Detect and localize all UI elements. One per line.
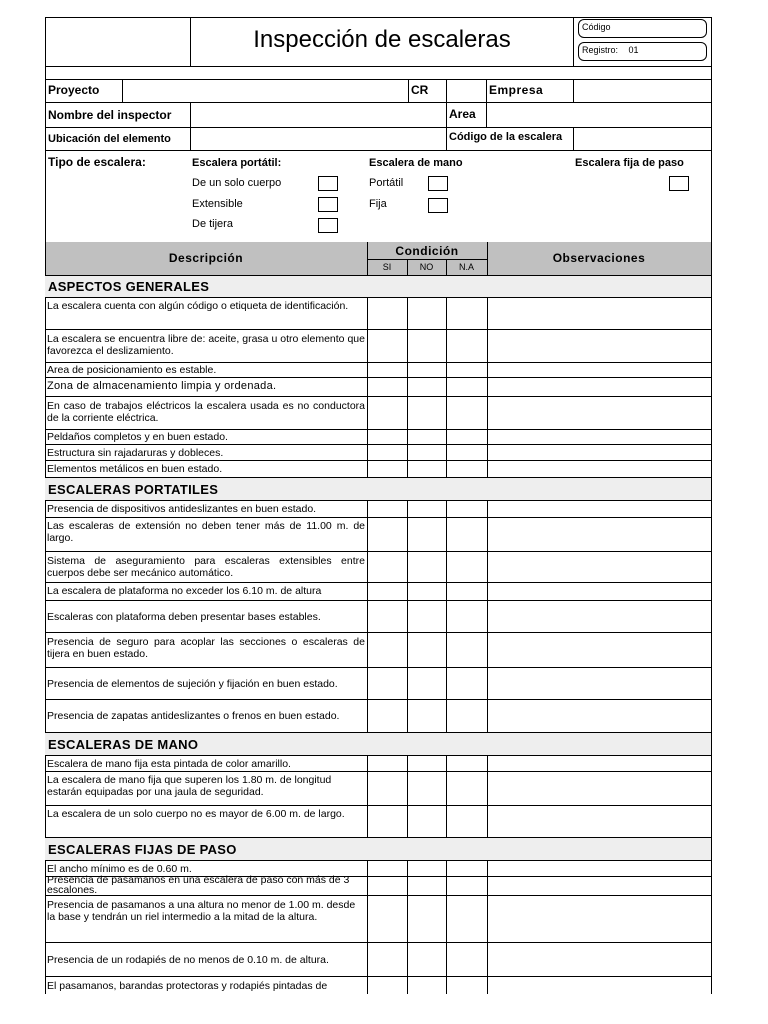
codigo-escalera-label: Código de la escalera bbox=[449, 131, 563, 143]
row-line bbox=[45, 362, 712, 363]
row-line bbox=[45, 297, 712, 298]
opt-mano-fija-checkbox[interactable] bbox=[428, 198, 448, 213]
opt-tijera-checkbox[interactable] bbox=[318, 218, 338, 233]
item-desc: Peldaños completos y en buen estado. bbox=[47, 431, 228, 443]
item-desc: Presencia de zapatas antideslizantes o frenos en buen estado. bbox=[47, 710, 340, 722]
opt-extensible-checkbox[interactable] bbox=[318, 197, 338, 212]
area-label: Area bbox=[449, 107, 476, 121]
col-div bbox=[487, 860, 488, 994]
nombre-inspector-label: Nombre del inspector bbox=[48, 108, 172, 122]
col-div bbox=[487, 755, 488, 838]
col-div bbox=[367, 500, 368, 733]
th-na: N.A bbox=[458, 262, 474, 272]
item-desc: Estructura sin rajadaruras y dobleces. bbox=[47, 447, 224, 459]
header-divider-right bbox=[573, 17, 574, 67]
row-line bbox=[45, 396, 712, 397]
section-title-portatiles: ESCALERAS PORTATILES bbox=[48, 482, 219, 497]
opt-mano-portatil-checkbox[interactable] bbox=[428, 176, 448, 191]
codigo-escalera-input[interactable] bbox=[574, 128, 711, 150]
cr-input[interactable] bbox=[447, 80, 486, 102]
empresa-input[interactable] bbox=[574, 80, 711, 102]
tipo-label: Tipo de escalera: bbox=[48, 155, 146, 169]
item-desc: Presencia de pasamanos a una altura no menor de 1.00 m. desde la base y tendrán un riel intermedio a la mitad de la altura. bbox=[47, 899, 356, 923]
col-div bbox=[446, 500, 447, 733]
header-top-border bbox=[45, 17, 712, 18]
section-title-aspectos: ASPECTOS GENERALES bbox=[48, 279, 210, 294]
col-div bbox=[446, 860, 447, 994]
row-line bbox=[45, 895, 712, 896]
item-desc: La escalera de un solo cuerpo no es mayor de 6.00 m. de largo. bbox=[47, 808, 345, 820]
cr-label: CR bbox=[411, 83, 429, 97]
item-desc: Las escaleras de extensión no deben tener más de 11.00 m. de largo. bbox=[47, 520, 365, 544]
col-div bbox=[487, 500, 488, 733]
col-div bbox=[407, 860, 408, 994]
th-observaciones: Observaciones bbox=[552, 251, 646, 265]
registro-value: 01 bbox=[628, 45, 639, 55]
row-line bbox=[45, 429, 712, 430]
row-line bbox=[45, 329, 712, 330]
registro-label: Registro: bbox=[582, 45, 619, 55]
item-desc: La escalera cuenta con algún código o etiqueta de identificación. bbox=[47, 300, 349, 312]
item-desc: El ancho mínimo es de 0.60 m. bbox=[47, 863, 192, 875]
empresa-label: Empresa bbox=[489, 83, 544, 97]
nombre-inspector-input[interactable] bbox=[191, 103, 446, 127]
item-desc: La escalera de mano fija que superen los 1.80 m. de longitud estarán equipadas por una jaula de seguridad. bbox=[47, 774, 332, 798]
col-div bbox=[407, 297, 408, 478]
header-left-border bbox=[45, 17, 46, 67]
info-right-border bbox=[711, 66, 712, 243]
col-div bbox=[446, 755, 447, 838]
row-line bbox=[45, 444, 712, 445]
col-div bbox=[367, 860, 368, 994]
info-line-3 bbox=[45, 150, 712, 151]
item-desc: Sistema de aseguramiento para escaleras extensibles entre cuerpos debe ser mecánico automático. bbox=[47, 555, 365, 579]
row-line bbox=[45, 976, 712, 977]
row-line bbox=[45, 460, 712, 461]
row-line bbox=[45, 667, 712, 668]
item-desc: El pasamanos, barandas protectoras y rodapiés pintadas de bbox=[47, 980, 328, 992]
row-line bbox=[45, 600, 712, 601]
item-desc: Presencia de elementos de sujeción y fijación en buen estado. bbox=[47, 678, 338, 690]
ubicacion-label: Ubicación del elemento bbox=[48, 133, 171, 145]
item-desc: En caso de trabajos eléctricos la escalera usada es no conductora de la corriente eléctrica. bbox=[47, 400, 365, 424]
portatil-title: Escalera portátil: bbox=[192, 157, 282, 169]
proyecto-label: Proyecto bbox=[48, 83, 100, 97]
section-title-mano: ESCALERAS DE MANO bbox=[48, 737, 199, 752]
page-title: Inspección de escaleras bbox=[253, 26, 511, 53]
registro-box bbox=[578, 42, 707, 61]
row-line bbox=[45, 551, 712, 552]
opt-fija-paso-checkbox[interactable] bbox=[669, 176, 689, 191]
item-desc: La escalera de plataforma no exceder los 6.10 m. de altura bbox=[47, 585, 322, 597]
codigo-box[interactable] bbox=[578, 19, 707, 38]
item-desc: Elementos metálicos en buen estado. bbox=[47, 463, 223, 475]
row-line bbox=[45, 582, 712, 583]
col-div bbox=[487, 297, 488, 478]
area-input[interactable] bbox=[487, 103, 711, 127]
row-line bbox=[45, 632, 712, 633]
col-div bbox=[407, 755, 408, 838]
col-div bbox=[407, 500, 408, 733]
item-desc: Presencia de un rodapiés de no menos de 0.10 m. de altura. bbox=[47, 954, 329, 966]
item-desc: Escaleras con plataforma deben presentar bases estables. bbox=[47, 611, 321, 623]
th-si: SI bbox=[382, 262, 392, 272]
row-line bbox=[45, 500, 712, 501]
tbody-right bbox=[711, 242, 712, 994]
section-title-fijas: ESCALERAS FIJAS DE PASO bbox=[48, 842, 237, 857]
col-div bbox=[367, 297, 368, 478]
row-line bbox=[45, 860, 712, 861]
fija-title: Escalera fija de paso bbox=[575, 157, 684, 169]
row-line bbox=[45, 755, 712, 756]
item-desc: Zona de almacenamiento limpia y ordenada. bbox=[47, 380, 277, 392]
item-desc: Area de posicionamiento es estable. bbox=[47, 364, 217, 376]
th-descripcion: Descripción bbox=[168, 251, 244, 265]
th-no: NO bbox=[419, 262, 434, 272]
col-div bbox=[446, 297, 447, 478]
tbody-left bbox=[45, 242, 46, 994]
item-desc: Presencia de dispositivos antideslizantes en buen estado. bbox=[47, 503, 317, 515]
row-line bbox=[45, 942, 712, 943]
th-condicion: Condición bbox=[395, 244, 459, 258]
mano-title: Escalera de mano bbox=[369, 157, 463, 169]
opt-extensible-label: Extensible bbox=[192, 198, 243, 210]
col-div bbox=[367, 755, 368, 838]
row-line bbox=[45, 699, 712, 700]
item-desc: Escalera de mano fija esta pintada de color amarillo. bbox=[47, 758, 291, 770]
opt-tijera-label: De tijera bbox=[192, 218, 233, 230]
ubicacion-input[interactable] bbox=[191, 128, 446, 150]
row-line bbox=[45, 771, 712, 772]
opt-un-cuerpo-label: De un solo cuerpo bbox=[192, 177, 282, 189]
codigo-label: Código bbox=[582, 22, 611, 32]
row-line bbox=[45, 805, 712, 806]
header-right-border bbox=[711, 17, 712, 67]
opt-un-cuerpo-checkbox[interactable] bbox=[318, 176, 338, 191]
opt-mano-fija-label: Fija bbox=[369, 198, 387, 210]
th-cond-line bbox=[367, 259, 488, 260]
proyecto-input[interactable] bbox=[123, 80, 408, 102]
info-left-border bbox=[45, 66, 46, 243]
item-desc: La escalera se encuentra libre de: aceite, grasa u otro elemento que favorezca el deslizamiento. bbox=[47, 333, 365, 357]
header-bottom-border bbox=[45, 66, 712, 67]
opt-mano-portatil-label: Portátil bbox=[369, 177, 404, 189]
item-desc: Presencia de pasamanos en una escalera de paso con más de 3 escalones. bbox=[47, 875, 350, 895]
cr-divider-left bbox=[408, 79, 409, 103]
item-desc: Presencia de seguro para acoplar las secciones o escaleras de tijera en buen estado. bbox=[47, 636, 365, 660]
row-line bbox=[45, 377, 712, 378]
row-line bbox=[45, 517, 712, 518]
